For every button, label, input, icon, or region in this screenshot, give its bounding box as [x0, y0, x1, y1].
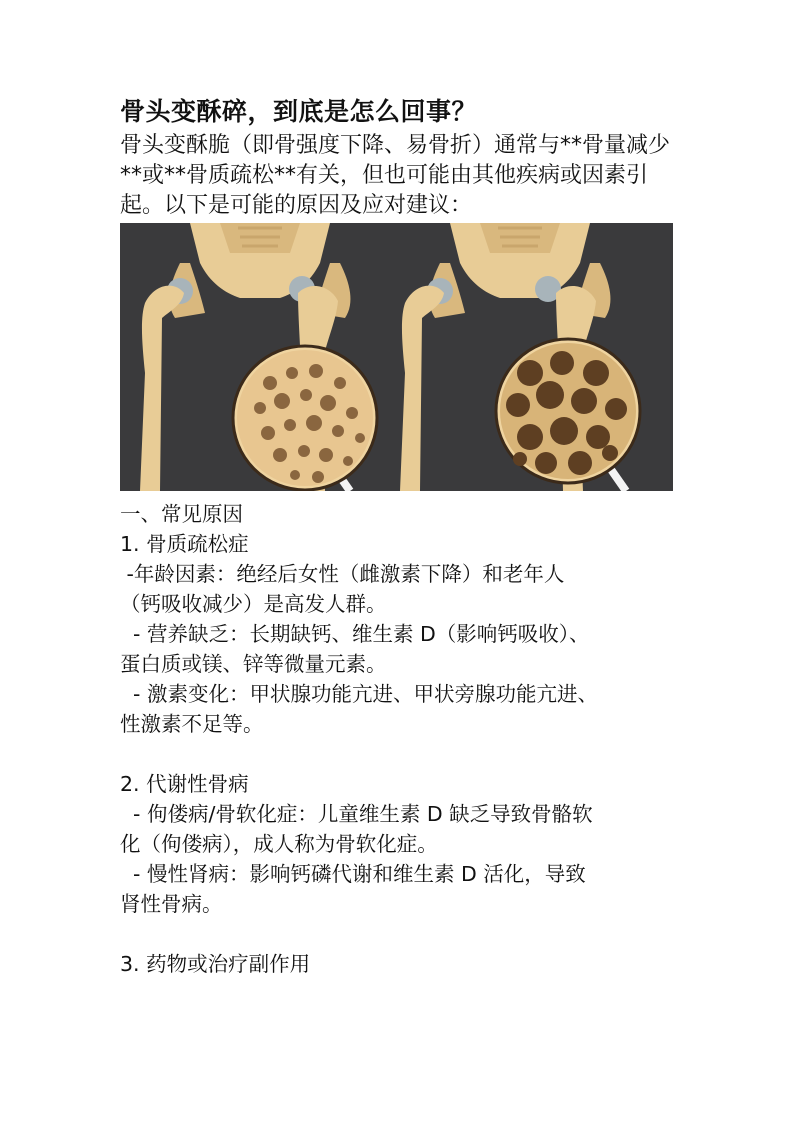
spacer [120, 919, 680, 949]
bullet-rickets-cont: 化（佝偻病），成人称为骨软化症。 [120, 832, 438, 856]
article-title: 骨头变酥碎，到底是怎么回事？ [120, 97, 478, 126]
article-intro: 骨头变酥脆（即骨强度下降、易骨折）通常与**骨量减少**或**骨质疏松**有关，但也可能由其他疾病或因素引起。以下是可能的原因及应对建议： [120, 133, 671, 218]
subsection-title-drugs: 3. 药物或治疗副作用 [120, 952, 311, 976]
bullet-hormone-cont: 性激素不足等。 [120, 712, 264, 736]
document-page [120, 95, 680, 979]
bullet-nutrition-cont: 蛋白质或镁、锌等微量元素。 [120, 652, 387, 676]
subsection-title-metabolic: 2. 代谢性骨病 [120, 772, 249, 796]
bullet-rickets: - 佝偻病/骨软化症：儿童维生素 D 缺乏导致骨骼软 [120, 802, 593, 826]
causes-section [120, 499, 680, 979]
section-heading: 一、常见原因 [120, 502, 243, 526]
bullet-nutrition: - 营养缺乏：长期缺钙、维生素 D（影响钙吸收）、 [120, 622, 590, 646]
spacer [120, 739, 680, 769]
bullet-age-factor: -年龄因素：绝经后女性（雌激素下降）和老年人 [120, 562, 565, 586]
bullet-hormone: - 激素变化：甲状腺功能亢进、甲状旁腺功能亢进、 [120, 682, 598, 706]
bullet-kidney-cont: 肾性骨病。 [120, 892, 223, 916]
bone-illustration-svg [120, 223, 673, 491]
bone-comparison-illustration [120, 223, 673, 491]
bullet-age-factor-cont: （钙吸收减少）是高发人群。 [120, 592, 387, 616]
bullet-kidney: - 慢性肾病：影响钙磷代谢和维生素 D 活化，导致 [120, 862, 586, 886]
subsection-title-osteoporosis: 1. 骨质疏松症 [120, 532, 249, 556]
